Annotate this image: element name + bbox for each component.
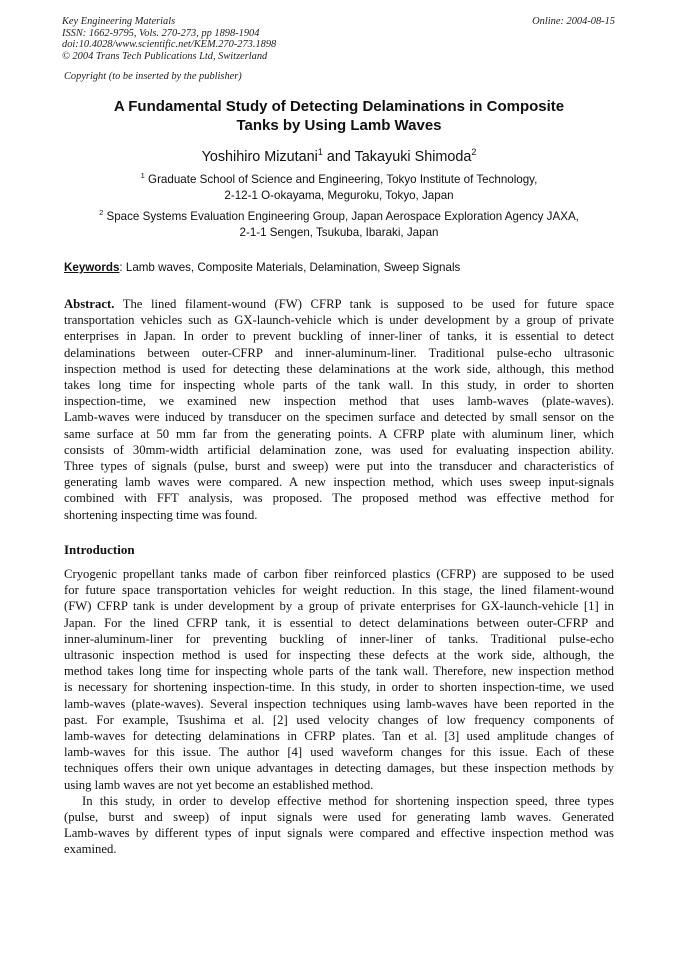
author-1-affil-mark: 1 bbox=[317, 147, 323, 158]
intro-line: for future space transportation vehicles for weight reduction. In this stage, the lined filament-wound bbox=[64, 583, 614, 598]
abstract-label: Abstract. bbox=[64, 297, 115, 311]
journal-header bbox=[62, 16, 482, 62]
intro-line: using lamb waves are not yet become an established method. bbox=[64, 777, 374, 792]
paper-title bbox=[64, 97, 614, 135]
online-date: Online: 2004-08-15 bbox=[532, 16, 615, 27]
author-2: Takayuki Shimoda bbox=[354, 149, 472, 165]
journal-name: Key Engineering Materials bbox=[62, 16, 176, 27]
abstract-line-text: The lined filament-wound (FW) CFRP tank is supposed to be used for future space bbox=[114, 297, 614, 311]
intro-para2-line: Lamb-waves by different types of input signals were compared and effective inspection method was bbox=[64, 826, 614, 841]
abstract-line: combined with FFT analysis, was proposed. The proposed method was effective method for bbox=[64, 491, 614, 506]
intro-line: lamb-waves for this issue. The author [4] used waveform changes for this issue. Each of these bbox=[64, 745, 614, 760]
intro-line: Cryogenic propellant tanks made of carbon fiber reinforced plastics (CFRP) are supposed to be used bbox=[64, 567, 614, 581]
intro-line: past. For example, Tsushima et al. [2] used velocity changes of low frequency components of bbox=[64, 712, 614, 727]
intro-para2-line: In this study, in order to develop effective method for shortening inspection speed, three types bbox=[82, 793, 614, 808]
affiliation-1-mark: 1 bbox=[140, 171, 145, 181]
affiliation-1-text: Graduate School of Science and Engineering, Tokyo Institute of Technology, bbox=[144, 173, 538, 186]
affiliation-1-line-1 bbox=[64, 172, 614, 188]
abstract-line: Lamb-waves were induced by transducer on the specimen surface and detected by small sensor on the bbox=[64, 410, 614, 425]
author-1: Yoshihiro Mizutani bbox=[201, 149, 318, 165]
journal-issn: ISSN: 1662-9795, Vols. 270-273, pp 1898-1904 bbox=[62, 27, 260, 39]
abstract-line: enterprises in Japan. In order to prevent buckling of inner-liner of tanks, it is essential to detect bbox=[64, 329, 614, 344]
intro-line: techniques offers their own unique advantages in detecting damages, but these inspection methods by bbox=[64, 761, 614, 776]
abstract-line: generating lamb waves were compared. A new inspection method, which uses sweep input-signals bbox=[64, 475, 614, 490]
affiliation-2-mark: 2 bbox=[99, 208, 104, 218]
title-line-2: Tanks by Using Lamb Waves bbox=[236, 117, 442, 134]
intro-line: lamb-waves (plate-waves). Several inspection techniques using lamb-waves have been reported in the bbox=[64, 696, 614, 711]
abstract-line: takes long time for inspecting whole parts of the tank wall. In this study, in order to shorten bbox=[64, 378, 614, 393]
intro-para2-line: examined. bbox=[64, 842, 117, 857]
keywords bbox=[64, 260, 614, 275]
copyright-note: Copyright (to be inserted by the publisher) bbox=[64, 71, 242, 82]
intro-line: ultrasonic inspection method is used for inspecting these defects at the work side, although, the bbox=[64, 648, 614, 663]
affiliation-2-text: Space Systems Evaluation Engineering Group, Japan Aerospace Exploration Agency JAXA, bbox=[103, 210, 579, 223]
abstract-line: same surface at 50 mm far from the generating points. A CFRP plate with aluminum liner, which bbox=[64, 426, 614, 441]
affiliation-1 bbox=[64, 172, 614, 204]
intro-line: (FW) CFRP tank is under development by a group of private enterprises for GX-launch-vehicle [1] in bbox=[64, 599, 614, 614]
author-separator: and bbox=[322, 149, 355, 165]
affiliation-2-address: 2-1-1 Sengen, Tsukuba, Ibaraki, Japan bbox=[239, 226, 439, 239]
intro-line: method takes long time for inspecting whole parts of the tank wall. Therefore, new inspection method bbox=[64, 664, 614, 679]
intro-line: Japan. For the lined CFRP tank, it is essential to detect delaminations between outer-CFRP and bbox=[64, 615, 614, 630]
section-heading-introduction: Introduction bbox=[64, 542, 135, 557]
intro-para2-line: (pulse, burst and sweep) of input signals were used for generating lamb waves. Generated bbox=[64, 810, 614, 825]
author-list bbox=[64, 149, 614, 166]
keywords-label: Keywords bbox=[64, 261, 120, 274]
abstract-line: transportation vehicles such as GX-launch-vehicle which is under development by a group of private bbox=[64, 313, 614, 328]
journal-doi[interactable]: doi:10.4028/www.scientific.net/KEM.270-273.1898 bbox=[62, 39, 277, 50]
abstract bbox=[64, 296, 614, 523]
abstract-line: inspection-time, we examined new inspection method that uses lamb-waves (plate-waves). bbox=[64, 394, 614, 409]
title-line-1: A Fundamental Study of Detecting Delaminations in Composite bbox=[113, 98, 565, 115]
journal-publisher: © 2004 Trans Tech Publications Ltd, Switzerland bbox=[62, 50, 268, 62]
affiliation-2-line-1 bbox=[64, 209, 614, 225]
abstract-line: consists of 30mm-width artificial delamination zone, was used for evaluating inspection ability. bbox=[64, 442, 614, 457]
abstract-line: shortening inspecting time was found. bbox=[64, 507, 258, 522]
author-2-affil-mark: 2 bbox=[471, 147, 477, 158]
affiliation-2 bbox=[64, 209, 614, 241]
intro-line: is necessary for shortening inspection-time. In this study, in order to shorten inspection-time, we used bbox=[64, 680, 614, 695]
keywords-colon: : bbox=[119, 261, 126, 274]
abstract-line bbox=[64, 296, 614, 312]
intro-line: inner-aluminum-liner for preventing buckling of inner-liner of tanks. Traditional pulse-echo bbox=[64, 631, 614, 646]
introduction-body bbox=[64, 566, 614, 858]
abstract-line: Three types of signals (pulse, burst and sweep) were put into the transducer and characteristics of bbox=[64, 459, 614, 474]
affiliation-1-address: 2-12-1 O-okayama, Meguroku, Tokyo, Japan bbox=[224, 189, 454, 202]
intro-line: lamb-waves for detecting delaminations in CFRP plates. Tan et al. [3] used amplitude changes of bbox=[64, 729, 614, 744]
abstract-line: inspection method is used for detecting these delaminations at the work side, although, this method bbox=[64, 361, 614, 376]
keywords-text: Lamb waves, Composite Materials, Delamination, Sweep Signals bbox=[125, 261, 461, 274]
abstract-line: delaminations between outer-CFRP and inner-aluminum-liner. Traditional pulse-echo ultrasonic bbox=[64, 345, 614, 360]
